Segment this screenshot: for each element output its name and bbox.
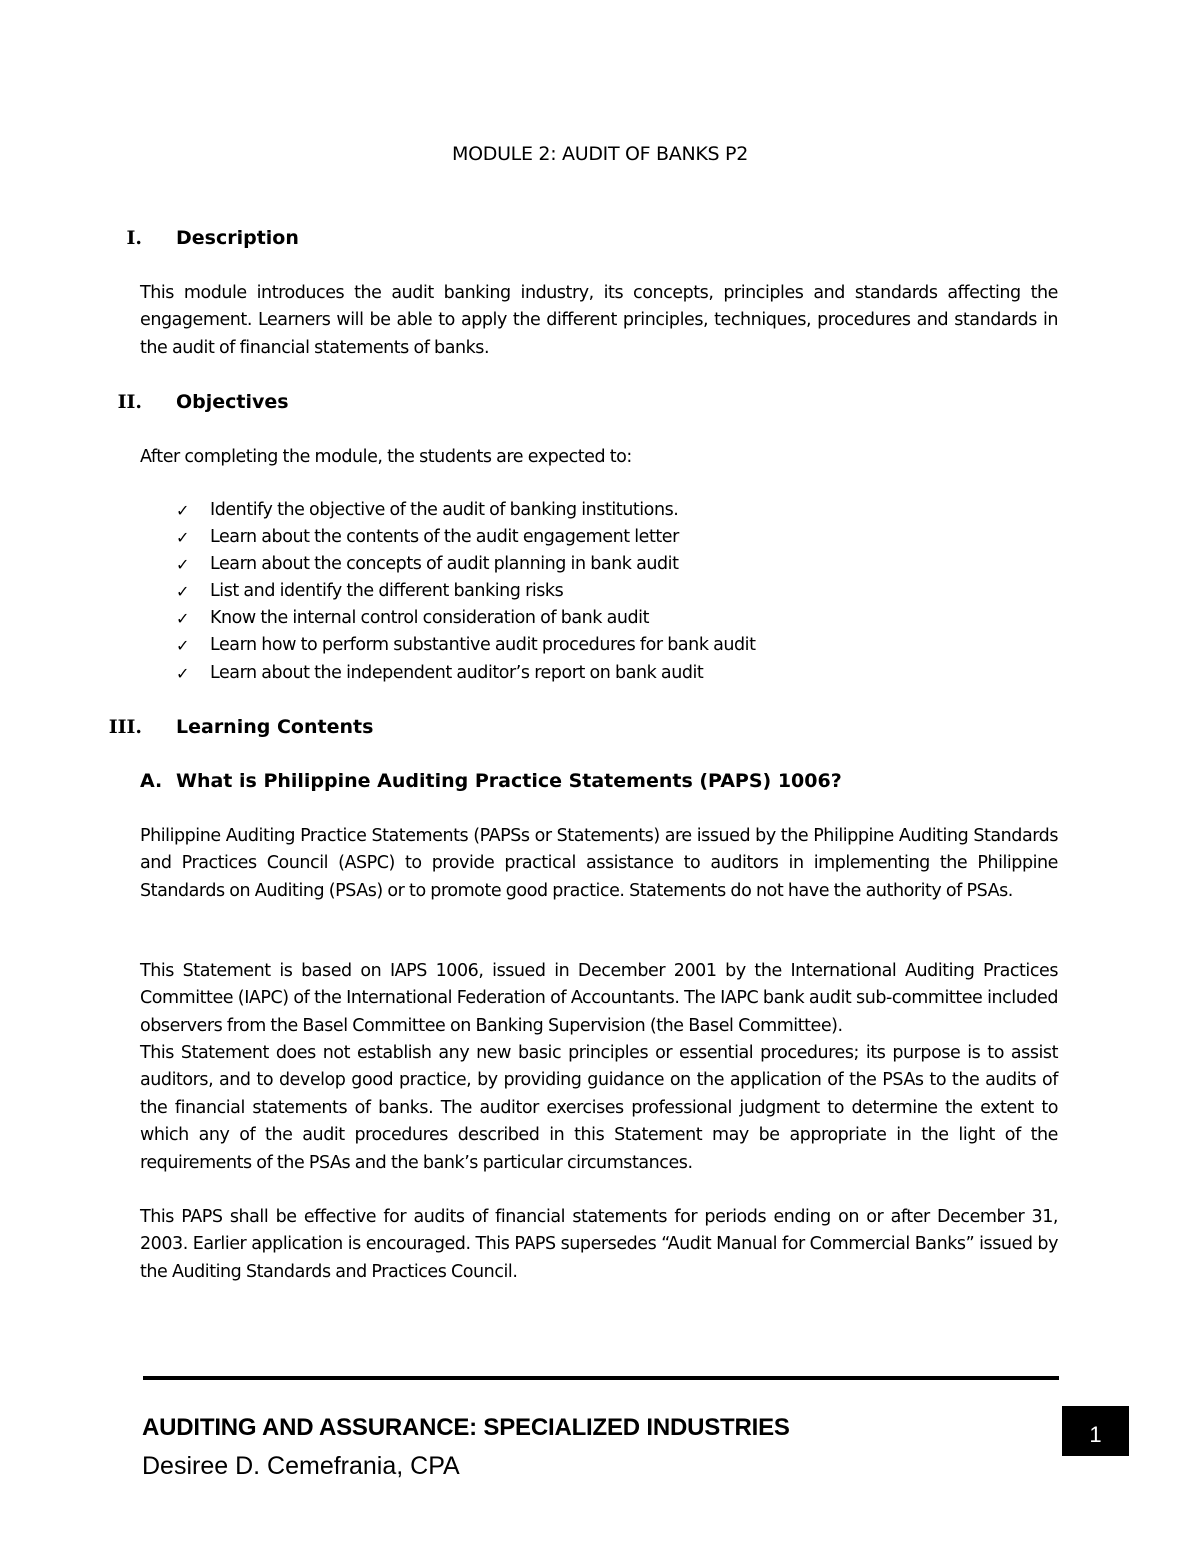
section-title: Objectives	[176, 391, 289, 413]
footer-divider	[143, 1376, 1059, 1380]
objective-text: Learn about the contents of the audit engagement letter	[210, 527, 679, 548]
check-mark-icon: ✓	[176, 528, 189, 548]
list-item	[176, 524, 756, 551]
check-mark-icon: ✓	[176, 663, 189, 683]
objective-text: Learn about the independent auditor’s report on bank audit	[210, 662, 704, 683]
section-numeral: II.	[117, 391, 142, 413]
paps-paragraph-4: This PAPS shall be effective for audits of financial statements for periods ending on or after December 31, 2003. Earlier application is encouraged. This PAPS supersedes “Audit Manual for Commercial Banks” issued by the Auditing Standards and Practices Council.	[140, 1207, 1058, 1282]
subsection-letter: A.	[140, 770, 163, 792]
objectives-intro: After completing the module, the students are expected to:	[140, 447, 632, 467]
list-item	[176, 578, 756, 605]
subsection-title: What is Philippine Auditing Practice Statements (PAPS) 1006?	[176, 770, 842, 792]
section-title: Description	[176, 227, 299, 249]
description-paragraph: This module introduces the audit banking industry, its concepts, principles and standards affecting the engagement. Learners will be able to apply the different principles, techniques, procedures and standards in the audit of financial statements of banks.	[140, 283, 1058, 358]
list-item	[176, 497, 756, 524]
check-mark-icon: ✓	[176, 501, 189, 520]
paps-paragraph-3: This Statement does not establish any new basic principles or essential procedures; its purpose is to assist auditors, and to develop good practice, by providing guidance on the application of the PSAs to the audits of the financial statements of banks. The auditor exercises professional judgment to determine the extent to which any of the audit procedures described in this Statement may be appropriate in the light of the requirements of the PSAs and the bank’s particular circumstances.	[140, 1043, 1058, 1173]
list-item	[176, 605, 756, 632]
check-mark-icon: ✓	[176, 609, 189, 629]
section-numeral: I.	[126, 227, 142, 249]
objective-text: Know the internal control consideration of bank audit	[210, 608, 649, 629]
section-numeral: III.	[108, 716, 142, 738]
objective-text: Learn about the concepts of audit planning in bank audit	[210, 554, 679, 575]
objective-text: Learn how to perform substantive audit procedures for bank audit	[210, 635, 756, 656]
check-mark-icon: ✓	[176, 582, 189, 602]
objective-text: Identify the objective of the audit of banking institutions.	[210, 500, 679, 520]
section-title: Learning Contents	[176, 716, 374, 738]
page-title: MODULE 2: AUDIT OF BANKS P2	[451, 143, 748, 165]
subsection-heading-a	[140, 770, 842, 792]
paps-paragraph-2: This Statement is based on IAPS 1006, issued in December 2001 by the International Auditing Practices Committee (IAPC) of the International Federation of Accountants. The IAPC bank audit sub-committee included observers from the Basel Committee on Banking Supervision (the Basel Committee).	[140, 961, 1058, 1036]
check-mark-icon: ✓	[176, 555, 189, 575]
paps-paragraph-1: Philippine Auditing Practice Statements (PAPSs or Statements) are issued by the Philippine Auditing Standards and Practices Council (ASPC) to provide practical assistance to auditors in implementing the Philippine Standards on Auditing (PSAs) or to promote good practice. Statements do not have the authority of PSAs.	[140, 826, 1058, 901]
list-item	[176, 551, 756, 578]
list-item	[176, 632, 756, 659]
page-number-badge: 1	[1062, 1406, 1129, 1456]
footer-author: Desiree D. Cemefrania, CPA	[142, 1452, 460, 1480]
footer-course-title: AUDITING AND ASSURANCE: SPECIALIZED INDUSTRIES	[142, 1414, 790, 1441]
check-mark-icon: ✓	[176, 636, 189, 656]
objectives-list	[176, 497, 756, 687]
list-item	[176, 660, 756, 687]
objective-text: List and identify the different banking risks	[210, 581, 564, 602]
